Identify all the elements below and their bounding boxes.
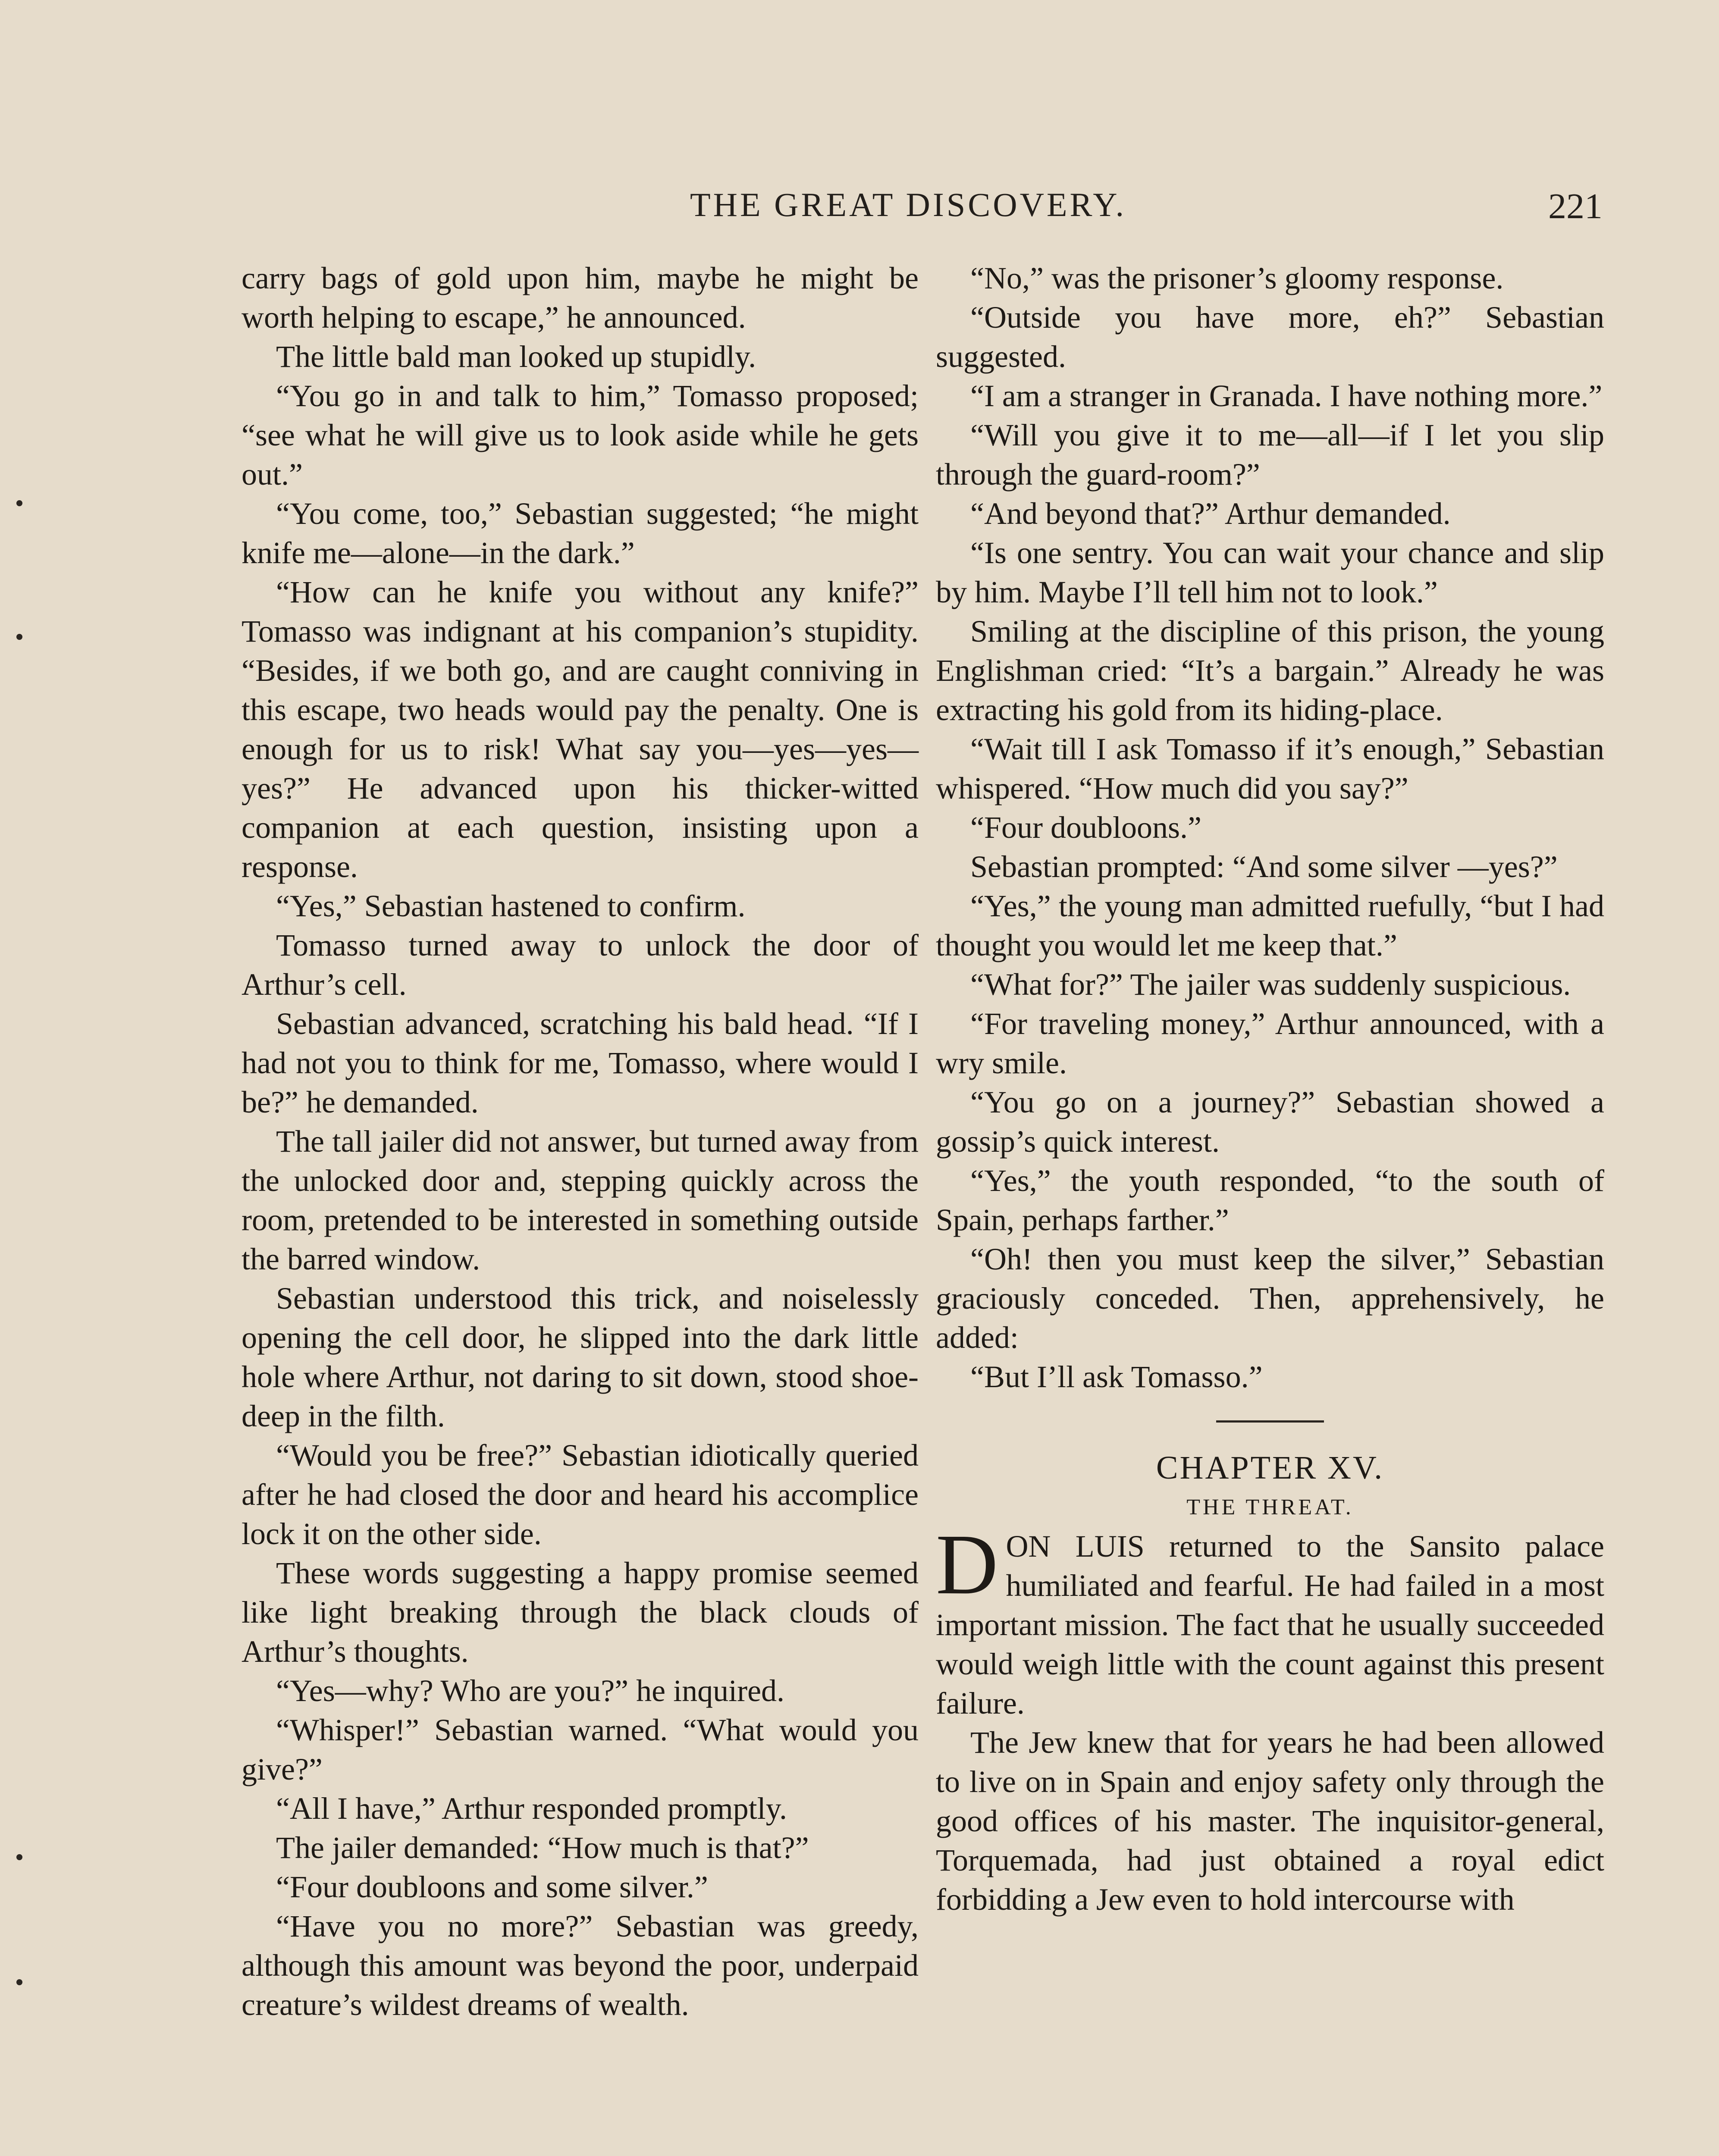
paragraph: “Yes—why? Who are you?” he inquired. xyxy=(276,1673,785,1708)
paragraph: “How can he knife you without any knife?” Tomasso was indignant at his companion’s stupidity. “Besides, if we both go, and are caught conniving in this escape, two heads would pay the penalty. One is enough for us to risk! What say you—yes—yes—yes?” He advanced upon his thicker-witted companion at each question, insisting upon a response. xyxy=(242,575,919,884)
chapter-opening-paragraph xyxy=(936,1517,1604,1723)
paragraph: Sebastian understood this trick, and noiselessly opening the cell door, he slipped into the dark little hole where Arthur, not daring to sit down, stood shoe-deep in the filth. xyxy=(242,1281,919,1433)
paragraph: Sebastian prompted: “And some silver —yes?” xyxy=(970,849,1558,884)
paragraph: Smiling at the discipline of this prison, the young Englishman cried: “It’s a bargain.” Already he was extracting his gold from its hiding-place. xyxy=(936,614,1604,727)
paragraph: Sebastian advanced, scratching his bald head. “If I had not you to think for me, Tomasso, where would I be?” he demanded. xyxy=(242,1006,919,1119)
paragraph: “No,” was the prisoner’s gloomy response. xyxy=(970,261,1504,295)
paragraph: “Would you be free?” Sebastian idiotically queried after he had closed the door and heard his accomplice lock it on the other side. xyxy=(242,1438,919,1551)
paragraph: “Will you give it to me—all—if I let you slip through the guard-room?” xyxy=(936,418,1604,492)
paragraph: The Jew knew that for years he had been allowed to live on in Spain and enjoy safety only through the good offices of his master. The inquisitor-general, Torquemada, had just obtained a royal edict forbidding a Jew even to hold intercourse with xyxy=(936,1725,1604,1917)
margin-ink-mark xyxy=(16,1854,22,1860)
paragraph: The tall jailer did not answer, but turned away from the unlocked door and, stepping quickly across the room, pretended to be interested in something outside the barred window. xyxy=(242,1124,919,1276)
paragraph: The little bald man looked up stupidly. xyxy=(276,339,756,374)
paragraph: “You come, too,” Sebastian suggested; “he might knife me—alone—in the dark.” xyxy=(242,496,919,570)
page-number: 221 xyxy=(1548,186,1603,226)
paragraph: “And beyond that?” Arthur demanded. xyxy=(970,496,1451,531)
paragraph: “For traveling money,” Arthur announced, with a wry smile. xyxy=(936,1006,1604,1080)
opening-text: ON LUIS returned to the Sansito palace humiliated and fearful. He had failed in a most important mission. The fact that he usually succeeded would weigh little with the count against this present failure. xyxy=(936,1529,1604,1720)
paragraph: “But I’ll ask Tomasso.” xyxy=(970,1360,1263,1394)
paragraph: “You go in and talk to him,” Tomasso proposed; “see what he will give us to look aside while he gets out.” xyxy=(242,379,919,492)
paragraph: “I am a stranger in Granada. I have nothing more.” xyxy=(970,379,1603,413)
margin-ink-mark xyxy=(16,1979,22,1985)
running-title: THE GREAT DISCOVERY. xyxy=(690,186,1127,223)
chapter-subtitle: THE THREAT. xyxy=(1186,1495,1354,1520)
right-text-column xyxy=(936,259,1604,1919)
paragraph: “Yes,” Sebastian hastened to confirm. xyxy=(276,889,746,923)
paragraph: “Outside you have more, eh?” Sebastian suggested. xyxy=(936,300,1604,374)
paragraph: “Whisper!” Sebastian warned. “What would you give?” xyxy=(242,1713,919,1786)
paragraph: “Four doubloons and some silver.” xyxy=(276,1870,708,1904)
paragraph: Tomasso turned away to unlock the door of Arthur’s cell. xyxy=(242,928,919,1002)
left-text-column xyxy=(242,259,919,2024)
paragraph: “Oh! then you must keep the silver,” Sebastian graciously conceded. Then, apprehensively, he added: xyxy=(936,1242,1604,1355)
paragraph: “All I have,” Arthur responded promptly. xyxy=(276,1791,787,1826)
paragraph: The jailer demanded: “How much is that?” xyxy=(276,1830,809,1865)
paragraph: These words suggesting a happy promise seemed like light breaking through the black clouds of Arthur’s thoughts. xyxy=(242,1556,919,1669)
paragraph: “Four doubloons.” xyxy=(970,810,1201,845)
paragraph: “What for?” The jailer was suddenly suspicious. xyxy=(970,967,1571,1002)
paragraph: “Wait till I ask Tomasso if it’s enough,” Sebastian whispered. “How much did you say?” xyxy=(936,732,1604,805)
margin-ink-mark xyxy=(16,634,22,640)
paragraph: “Have you no more?” Sebastian was greedy, although this amount was beyond the poor, underpaid creature’s wildest dreams of wealth. xyxy=(242,1909,919,2022)
margin-ink-mark xyxy=(16,500,22,506)
paragraph: “Yes,” the youth responded, “to the south of Spain, perhaps farther.” xyxy=(936,1163,1604,1237)
section-divider xyxy=(1216,1420,1324,1423)
paragraph: carry bags of gold upon him, maybe he might be worth helping to escape,” he announced. xyxy=(242,261,919,335)
paragraph: “You go on a journey?” Sebastian showed a gossip’s quick interest. xyxy=(936,1085,1604,1159)
drop-cap: D xyxy=(936,1517,998,1612)
paragraph: “Is one sentry. You can wait your chance and slip by him. Maybe I’ll tell him not to look.” xyxy=(936,536,1604,609)
chapter-title: CHAPTER XV. xyxy=(1156,1450,1384,1486)
paragraph: “Yes,” the young man admitted ruefully, “but I had thought you would let me keep that.” xyxy=(936,889,1604,962)
